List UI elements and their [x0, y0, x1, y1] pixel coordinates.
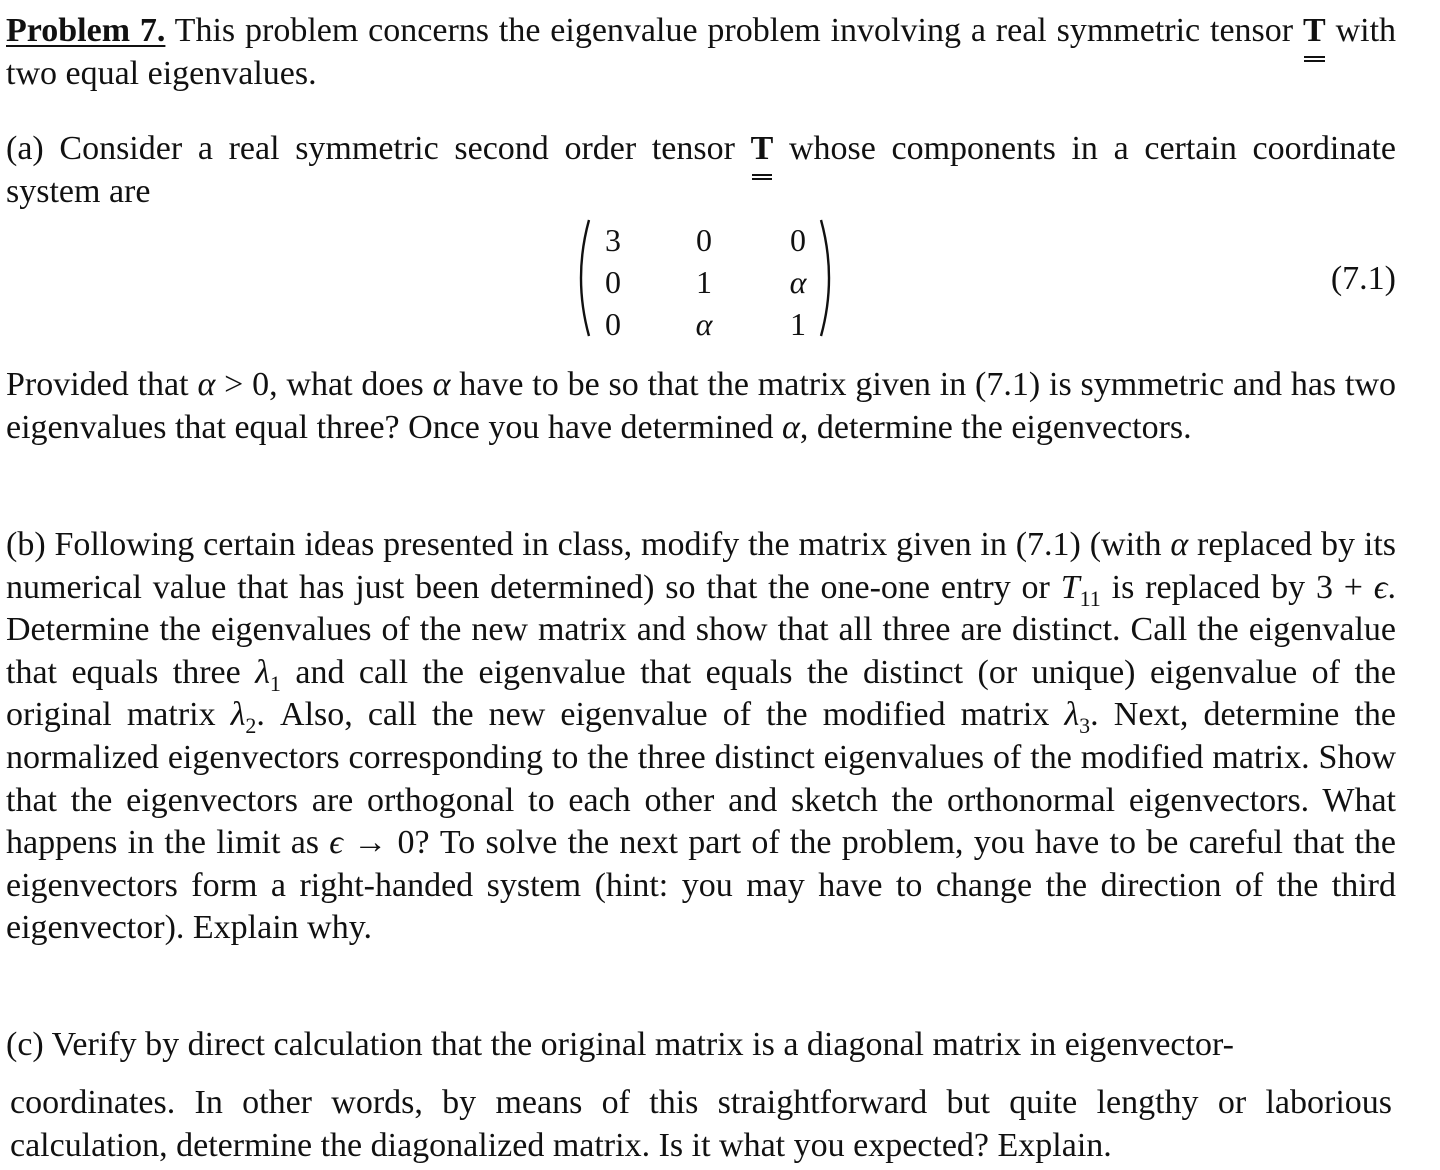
- tensor-symbol: T: [1303, 10, 1326, 53]
- matrix-cell-1-1: 3: [605, 222, 621, 258]
- t11-subscript: 11: [1079, 585, 1101, 611]
- part-b-paragraph: [6, 524, 1396, 950]
- matrix-cell-2-3: α: [789, 264, 807, 300]
- lambda-2-subscript: 2: [245, 713, 257, 739]
- part-b-text-3: is replaced by 3 +: [1100, 568, 1374, 606]
- lambda-1-subscript: 1: [269, 670, 281, 696]
- alpha-symbol: α: [782, 408, 800, 446]
- epsilon-symbol: ϵ: [329, 824, 343, 862]
- part-b-text-6: . Also, call the new eigenvalue of the modified matrix: [256, 696, 1065, 734]
- matrix-cell-3-1: 0: [605, 306, 621, 342]
- part-a-statement: [6, 128, 1396, 213]
- lambda-3-subscript: 3: [1079, 713, 1091, 739]
- matrix-cell-3-3: 1: [790, 306, 806, 342]
- part-a-question-1: Provided that: [6, 366, 198, 403]
- intro-text-1: This problem concerns the eigenvalue problem involving a real symmetric tensor: [165, 12, 1303, 49]
- part-c-text-2: coordinates. In other words, by means of this straightforward but quite lengthy or laborious calculation, determine the diagonalized matrix. Is it what you expected? Explain.: [10, 1084, 1392, 1164]
- part-b-text-2: replaced by its numerical value that has just been determined) so that the one-one entry or: [6, 526, 1396, 606]
- part-b-text-1: (b) Following certain ideas presented in class, modify the matrix given in (7.1) (with: [6, 526, 1171, 563]
- matrix-cell-2-1: 0: [605, 264, 621, 300]
- part-c-first-line: [6, 1024, 1396, 1067]
- equation-number: (7.1): [1330, 260, 1396, 297]
- part-a-text-2: whose components in a certain coordinate system are: [6, 130, 1396, 210]
- left-parenthesis: [570, 218, 592, 338]
- part-a-condition: > 0, what does: [215, 366, 433, 403]
- matrix-cell-3-2: α: [695, 306, 713, 342]
- right-parenthesis: [818, 218, 840, 338]
- part-c-line-1: (c) Verify by direct calculation that the original matrix is a diagonal matrix in eigenvector-: [6, 1026, 1234, 1063]
- part-b-text-7: . Next, determine the normalized eigenvectors corresponding to the three distinct eigenvalues of the modified matrix. Show that the eigenvectors are orthogonal to each other and sketch the orthonormal eigenvectors. What happens in the limit as: [6, 696, 1397, 862]
- equation-7-1: [6, 216, 1396, 342]
- matrix-cell-1-3: 0: [790, 222, 806, 258]
- lambda-symbol: λ: [255, 653, 270, 691]
- alpha-symbol: α: [197, 366, 216, 403]
- part-c-body: [10, 1082, 1392, 1167]
- part-b-text-8: → 0? To solve the next part of the problem, you have to be careful that the eigenvectors form a right-handed system (hint: you may have to change the direction of the third eigenvector). Explain why.: [6, 824, 1396, 947]
- lambda-symbol: λ: [1064, 696, 1080, 734]
- matrix-cell-1-2: 0: [696, 222, 712, 258]
- part-a-question-2: have to be so that the matrix given in (7.1) is symmetric and has two eigenvalues that equal three? Once you have determined: [6, 366, 1396, 446]
- intro-text-2: with two equal eigenvalues.: [6, 12, 1397, 92]
- part-b-text-5: and call the eigenvalue that equals the distinct (or unique) eigenvalue of the original matrix: [6, 653, 1396, 734]
- t11-symbol: T: [1060, 568, 1080, 606]
- alpha-symbol: α: [1170, 526, 1189, 563]
- alpha-symbol: α: [432, 366, 451, 403]
- part-a-question-3: , determine the eigenvectors.: [799, 408, 1192, 446]
- problem-intro-paragraph: [6, 10, 1396, 95]
- tensor-symbol: T: [751, 128, 774, 171]
- epsilon-symbol: ϵ: [1373, 568, 1388, 606]
- matrix-7-1: [570, 216, 840, 342]
- lambda-symbol: λ: [230, 696, 246, 734]
- part-a-question: [6, 364, 1396, 449]
- part-b-text-4: . Determine the eigenvalues of the new matrix and show that all three are distinct. Call the eigenvalue that equals three: [6, 568, 1396, 691]
- problem-heading: Problem 7.: [6, 12, 166, 49]
- matrix-cell-2-2: 1: [696, 264, 712, 300]
- part-a-text-1: (a) Consider a real symmetric second order tensor: [6, 130, 751, 167]
